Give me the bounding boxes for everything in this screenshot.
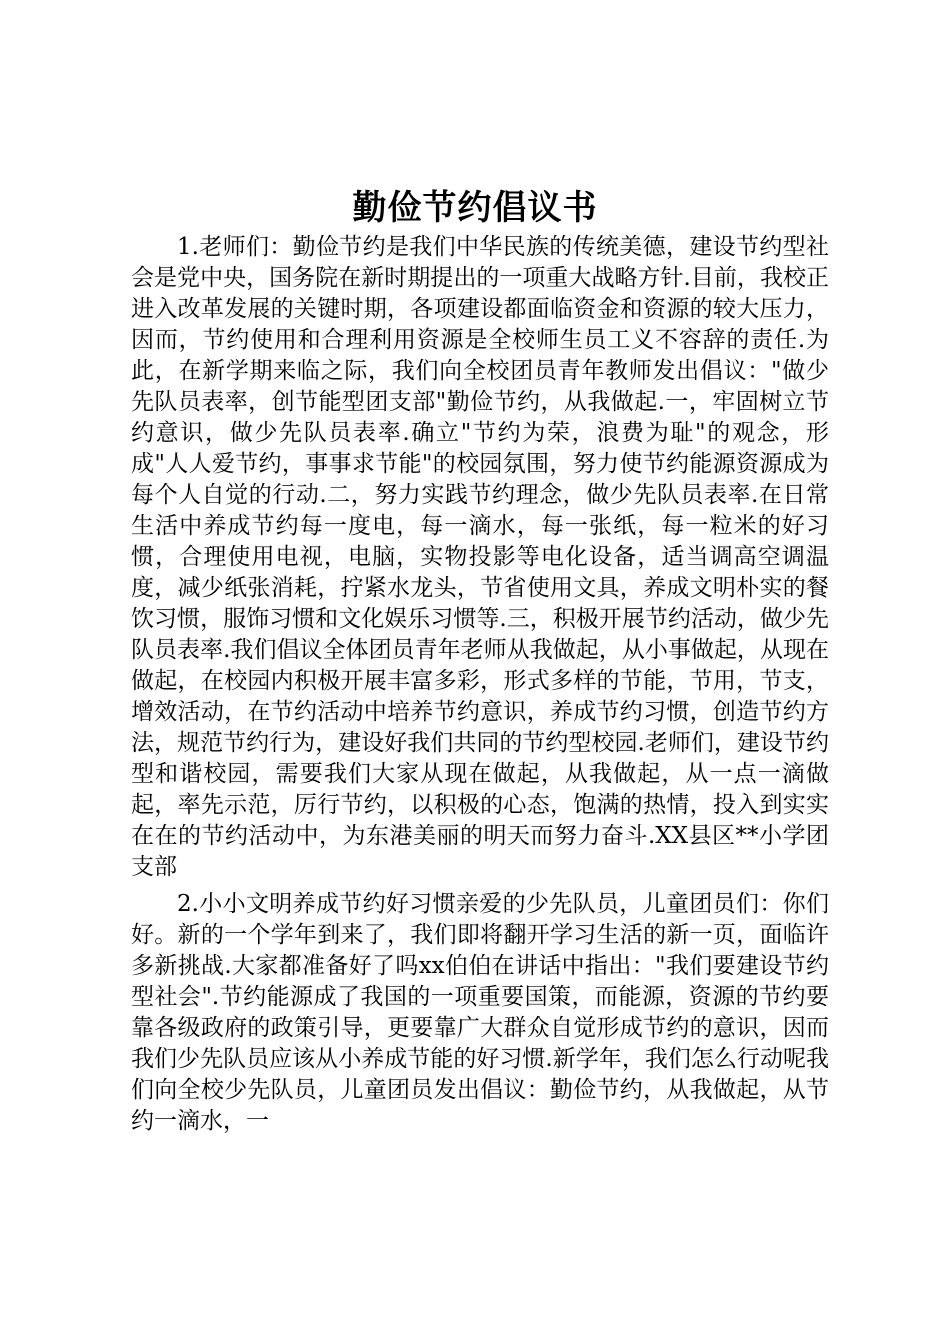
paragraph-1: 1.老师们：勤俭节约是我们中华民族的传统美德，建设节约型社会是党中央，国务院在新时期提出的一项重大战略方针.目前，我校正进入改革发展的关键时期，各项建设都面临资金和资源的较大压力，因而，节约使用和合理利用资源是全校师生员工义不容辞的责任.为此，在新学期来临之际，我们向全校团员青年教师发出倡议："做少先队员表率，创节能型团支部"勤俭节约，从我做起.一，牢固树立节约意识，做少先队员表率.确立"节约为荣，浪费为耻"的观念，形成"人人爱节约，事事求节能"的校园氛围，努力使节约能源资源成为每个人自觉的行动.二，努力实践节约理念，做少先队员表率.在日常生活中养成节约每一度电，每一滴水，每一张纸，每一粒米的好习惯，合理使用电视，电脑，实物投影等电化设备，适当调高空调温度，减少纸张消耗，拧紧水龙头，节省使用文具，养成文明朴实的餐饮习惯，服饰习惯和文化娱乐习惯等.三，积极开展节约活动，做少先队员表率.我们倡议全体团员青年老师从我做起，从小事做起，从现在做起，在校园内积极开展丰富多彩，形式多样的节能，节用，节支，增效活动，在节约活动中培养节约意识，养成节约习惯，创造节约方法，规范节约行为，建设好我们共同的节约型校园.老师们，建设节约型和谐校园，需要我们大家从现在做起，从我做起，从一点一滴做起，率先示范，厉行节约，以积极的心态，饱满的热情，投入到实实在在的节约活动中，为东港美丽的明天而努力奋斗.XX县区**小学团支部: [131, 234, 829, 880]
document-body: [131, 232, 829, 1143]
paragraph-2: 2.小小文明养成节约好习惯亲爱的少先队员，儿童团员们：你们好。新的一个学年到来了，我们即将翻开学习生活的新一页，面临许多新挑战.大家都准备好了吗xx伯伯在讲话中指出："我们要建设节约型社会".节约能源成了我国的一项重要国策，而能源，资源的节约要靠各级政府的政策引导，更要靠广大群众自觉形成节约的意识，因而我们少先队员应该从小养成节能的好习惯.新学年，我们怎么行动呢我们向全校少先队员，儿童团员发出倡议：勤俭节约，从我做起，从节约一滴水，一: [131, 891, 829, 1134]
document-title: 勤俭节约倡议书: [352, 188, 598, 228]
